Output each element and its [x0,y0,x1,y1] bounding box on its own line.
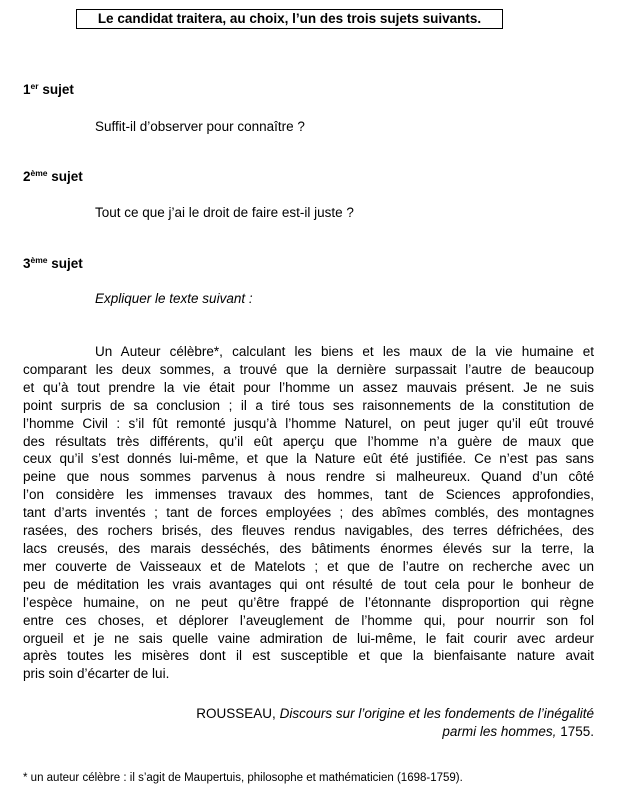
footnote: * un auteur célèbre : il s’agit de Maupertuis, philosophe et mathématicien (1698-1759). [23,772,463,784]
citation-author: ROUSSEAU, [196,706,276,721]
passage-line: et qu’à tout prendre la vie était pour l’homme un assez mauvais présent. Je ne suis [23,379,594,395]
passage-line: peu de méditation les vrais avantages qui ont résulté de tout cela pour le bonheur de [23,576,594,592]
citation-year: 1755. [560,723,594,739]
citation-line-1 [196,705,594,723]
passage-line: ceux qu’il s’est donnés lui-même, et que la Nature eût été justifiée. Ce n’est pas sans [23,451,594,467]
passage-line: entre ces choses, et déplorer l’aveuglement de l’homme qui, pour nourrir son fol [23,612,594,628]
subject-2-title [23,169,83,184]
passage-line: l’espèce humaine, on ne peut qu’être frappé de l’étonnante disproportion qui règne [23,594,594,610]
subject-2-word: sujet [51,169,83,184]
subject-1-suffix: er [30,81,39,91]
subject-3-word: sujet [51,256,83,271]
passage-line: tant d’arts inventés ; tant de forces employées ; des abîmes comblés, des montagnes [23,505,594,521]
instruction-box [76,9,503,29]
passage-line: Un Auteur célèbre*, calculant les biens et les maux de la vie humaine et [95,344,594,359]
passage-line: pris soin d’écarter de lui. [23,666,170,682]
subject-3-suffix: ème [30,255,48,265]
rousseau-passage [23,343,594,683]
passage-line: l’on considère les immenses travaux des hommes, tant de Sciences approfondies, [23,487,594,503]
citation-work-title-cont: parmi les hommes, [442,723,557,739]
subject-2-number: 2 [23,169,31,184]
passage-line: peine que nous sommes parvenus à nous rendre si malheureux. Quand d’un côté [23,469,594,485]
passage-line: lacs creusés, des marais desséchés, des bâtiments énormes élevés sur la terre, la [23,540,594,556]
passage-line: après toutes les misères dont il est susceptible et que la bienfaisante nature avait [23,648,594,664]
passage-line: mer couverte de Vaisseaux et de Matelots ; et que de l’autre on recherche avec un [23,558,594,574]
subject-2-suffix: ème [30,168,48,178]
subject-2-question: Tout ce que j’ai le droit de faire est-il juste ? [95,205,354,220]
passage-line: orgueil et je ne sais quelle vaine admiration de lui-même, le fait courir avec ardeur [23,630,594,646]
citation [196,705,594,740]
subject-3-number: 3 [23,256,31,271]
instruction-text: Le candidat traitera, au choix, l’un des trois sujets suivants. [97,11,482,26]
passage-line: l’homme Civil : s’il fût remonté jusqu’à l’homme Naturel, on peut juger qu’il eût trouvé [23,415,594,431]
passage-line: point surpris de sa conclusion ; il a tiré tous ses raisonnements de la constitution de [23,397,594,413]
subject-1-word: sujet [42,82,74,97]
subject-1-question: Suffit-il d’observer pour connaître ? [95,119,305,134]
subject-3-instruction: Expliquer le texte suivant : [95,291,253,306]
citation-line-2 [196,723,594,741]
passage-line: rasées, des rochers brisés, des fleuves rendus navigables, des terres défrichées, des [23,523,594,539]
subject-1-number: 1 [23,82,31,97]
passage-line: des résultats très différents, qu’il eût aperçu que l’homme n’a guère de maux que [23,433,594,449]
subject-3-title [23,256,83,271]
subject-1-title [23,82,74,97]
citation-work-title: Discours sur l’origine et les fondements de l’inégalité [279,706,594,721]
passage-line: comparant les deux sommes, a trouvé que la dernière surpassait l’autre de beaucoup [23,361,594,377]
